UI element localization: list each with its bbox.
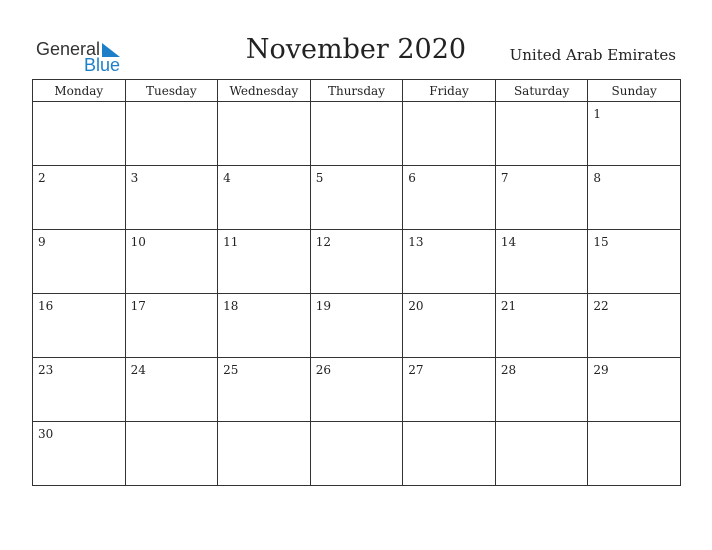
day-cell xyxy=(218,166,311,230)
week-row xyxy=(33,230,681,294)
day-number: 18 xyxy=(223,299,239,313)
day-number: 10 xyxy=(130,235,146,249)
day-cell xyxy=(588,422,681,486)
day-number: 17 xyxy=(130,299,146,313)
day-number xyxy=(496,422,588,427)
day-cell xyxy=(310,422,403,486)
day-number: 22 xyxy=(593,299,609,313)
day-number: 27 xyxy=(408,363,424,377)
day-cell xyxy=(403,358,496,422)
weekday-header: Wednesday xyxy=(218,80,311,102)
day-number xyxy=(403,102,495,107)
week-row xyxy=(33,358,681,422)
day-cell xyxy=(218,294,311,358)
day-cell xyxy=(310,294,403,358)
day-number xyxy=(218,422,310,427)
day-cell xyxy=(125,102,218,166)
day-cell xyxy=(310,358,403,422)
day-cell xyxy=(33,102,126,166)
week-row xyxy=(33,294,681,358)
region-label: United Arab Emirates xyxy=(509,46,676,64)
day-number: 11 xyxy=(223,235,239,249)
day-cell xyxy=(310,166,403,230)
generalblue-logo xyxy=(36,38,136,74)
day-number: 25 xyxy=(223,363,239,377)
day-cell xyxy=(403,102,496,166)
weekday-header: Saturday xyxy=(495,80,588,102)
day-number: 8 xyxy=(593,171,602,185)
week-row xyxy=(33,166,681,230)
day-cell xyxy=(125,422,218,486)
day-cell xyxy=(33,358,126,422)
day-number: 13 xyxy=(408,235,424,249)
day-number: 14 xyxy=(500,235,517,249)
day-number xyxy=(311,102,403,107)
day-number: 20 xyxy=(408,299,424,313)
day-number xyxy=(588,422,680,427)
day-number: 7 xyxy=(500,171,509,185)
day-cell xyxy=(33,230,126,294)
day-number: 12 xyxy=(315,235,331,249)
weekday-header-row xyxy=(33,80,681,102)
weekday-header: Monday xyxy=(33,80,126,102)
day-number: 21 xyxy=(500,299,517,313)
day-number: 19 xyxy=(315,299,331,313)
day-cell xyxy=(125,358,218,422)
day-cell xyxy=(125,230,218,294)
calendar-grid xyxy=(32,79,681,486)
day-cell xyxy=(218,358,311,422)
day-cell xyxy=(495,358,588,422)
day-cell xyxy=(125,294,218,358)
day-cell xyxy=(218,422,311,486)
day-cell xyxy=(310,102,403,166)
day-cell xyxy=(588,102,681,166)
day-cell xyxy=(310,230,403,294)
day-number xyxy=(126,422,218,427)
day-number: 28 xyxy=(500,363,517,377)
week-row xyxy=(33,102,681,166)
day-cell xyxy=(33,166,126,230)
weekday-header: Friday xyxy=(403,80,496,102)
day-cell xyxy=(495,102,588,166)
day-number xyxy=(218,102,310,107)
calendar-body xyxy=(33,102,681,486)
day-cell xyxy=(403,230,496,294)
day-cell xyxy=(588,230,681,294)
day-number: 30 xyxy=(38,427,54,441)
day-cell xyxy=(403,294,496,358)
day-number: 24 xyxy=(130,363,146,377)
day-number xyxy=(33,102,125,107)
day-cell xyxy=(33,294,126,358)
day-number: 15 xyxy=(593,235,609,249)
day-cell xyxy=(588,294,681,358)
weekday-header: Thursday xyxy=(310,80,403,102)
day-number: 9 xyxy=(38,235,46,249)
day-cell xyxy=(125,166,218,230)
day-cell xyxy=(218,102,311,166)
day-cell xyxy=(403,166,496,230)
day-number: 2 xyxy=(38,171,46,185)
day-number xyxy=(496,102,588,107)
day-number: 5 xyxy=(315,171,324,185)
day-cell xyxy=(588,166,681,230)
day-number xyxy=(403,422,495,427)
day-cell xyxy=(495,230,588,294)
day-number: 1 xyxy=(593,107,602,121)
day-cell xyxy=(495,294,588,358)
day-cell xyxy=(495,422,588,486)
day-number xyxy=(311,422,403,427)
day-number xyxy=(126,102,218,107)
day-number: 3 xyxy=(130,171,139,185)
week-row xyxy=(33,422,681,486)
weekday-header: Sunday xyxy=(588,80,681,102)
day-cell xyxy=(33,422,126,486)
day-number: 4 xyxy=(223,171,231,185)
logo-word-general: General xyxy=(36,39,101,59)
day-number: 16 xyxy=(38,299,54,313)
day-cell xyxy=(495,166,588,230)
calendar-title: November 2020 xyxy=(245,34,467,65)
weekday-header: Tuesday xyxy=(125,80,218,102)
day-cell xyxy=(588,358,681,422)
logo-word-blue: Blue xyxy=(84,55,121,75)
day-number: 23 xyxy=(38,363,54,377)
day-number: 29 xyxy=(593,363,609,377)
day-cell xyxy=(218,230,311,294)
day-number: 6 xyxy=(408,171,416,185)
day-cell xyxy=(403,422,496,486)
day-number: 26 xyxy=(315,363,331,377)
